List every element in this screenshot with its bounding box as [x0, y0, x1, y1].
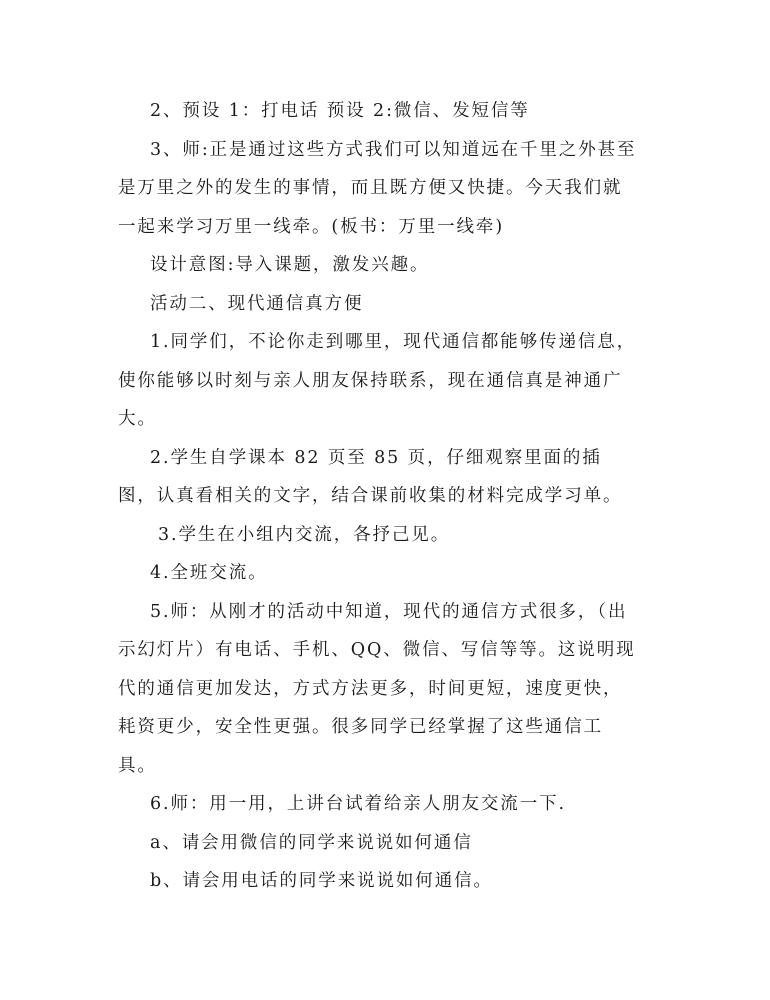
paragraph-step-5: 5.师：从刚才的活动中知道，现代的通信方式很多，（出示幻灯片）有电话、手机、QQ、微信、写信等等。这说明现代的通信更加发达，方式方法更多，时间更短，速度更快，耗资更少，安全性更强。很多同学已经掌握了这些通信工具。	[118, 601, 636, 776]
paragraph-item-a: a、请会用微信的同学来说说如何通信	[150, 832, 473, 853]
document-body	[118, 92, 638, 901]
paragraph-design-intent: 设计意图:导入课题，激发兴趣。	[150, 255, 430, 275]
paragraph-item-b: b、请会用电话的同学来说说如何通信。	[150, 871, 493, 891]
paragraph-step-1: 1.同学们，不论你走到哪里，现代通信都能够传递信息，使你能够以时刻与亲人朋友保持联系，现在通信真是神通广大。	[118, 332, 637, 429]
paragraph-step-2: 2.学生自学课本 82 页至 85 页，仔细观察里面的插图，认真看相关的文字，结合课前收集的材料完成学习单。	[118, 447, 623, 506]
paragraph-teacher-intro: 3、师:正是通过这些方式我们可以知道远在千里之外甚至是万里之外的发生的事情，而且既方便又快捷。今天我们就一起来学习万里一线牵。(板书：万里一线牵)	[118, 139, 637, 237]
paragraph-step-6: 6.师：用一用，上讲台试着给亲人朋友交流一下.	[150, 794, 566, 814]
paragraph-step-3: 3.学生在小组内交流，各抒己见。	[158, 524, 451, 545]
paragraph-step-4: 4.全班交流。	[150, 563, 268, 583]
paragraph-activity-two-heading: 活动二、现代通信真方便	[150, 293, 364, 314]
paragraph-presets: 2、预设 1：打电话 预设 2:微信、发短信等	[150, 101, 530, 121]
